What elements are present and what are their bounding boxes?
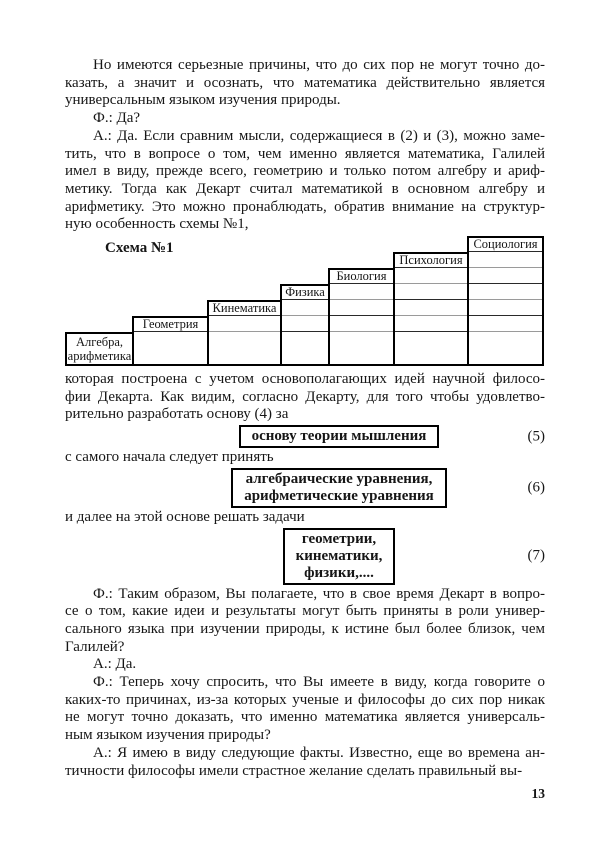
paragraph [65,745,545,780]
diagram-cell-label: Биология [330,270,393,284]
text-line: метику. Тогда как Декарт считал математикой в основном алгебру и [65,180,545,197]
text-line: А.: Да. [93,656,137,673]
paragraph [65,128,545,234]
text-line: Ф.: Да? [93,110,141,127]
diagram-cell-label: Психология [395,254,467,268]
diagram-empty-cell [469,300,542,316]
paragraph [65,656,545,674]
text-line: се о том, какие идеи и результаты могут быть приняты в роли универ- [65,603,545,620]
formula-row [65,468,545,508]
diagram-empty-cell [330,300,393,316]
diagram-column-physics [280,284,328,364]
formula-number: (5) [527,428,545,445]
diagram-empty-cell [282,300,328,316]
diagram-column-biology [328,268,393,364]
text-line: ную особенность схемы №1, [65,216,249,233]
formula-box [231,468,447,508]
text-line: Галилей? [65,638,125,655]
text-line: арифметику. Это можно пронаблюдать, обратив внимание на структур- [65,198,545,215]
text-line: А.: Я имею в виду следующие факты. Известно, еще во времена ан- [93,744,545,761]
text-line: и далее на этой основе решать задачи [65,508,305,525]
page-content [65,57,545,780]
text-line: тичности философы имели страстное желание сделать правильный вы- [65,762,523,779]
diagram-empty-cell [209,316,280,332]
diagram-cell-label [67,334,132,364]
diagram-empty-cell [469,332,542,364]
formula-text-line: кинематики, [295,547,383,564]
diagram-column-sociology [467,236,544,364]
page-number: 13 [531,786,545,801]
text-line: имел в виду, прежде всего, геометрию и только потом алгебру и ариф- [65,163,545,180]
diagram-empty-cell [395,300,467,316]
text-line: Ф.: Таким образом, Вы полагаете, что в свое время Декарт в вопро- [93,585,545,602]
formula-number: (7) [527,547,545,564]
text-line: тить, что в вопросе о том, чем именно является математика, Галилей [65,145,545,162]
text-line: с самого начала следует принять [65,449,274,466]
paragraph [65,449,545,467]
formula-row [65,528,545,585]
text-line: которая построена с учетом основополагающих идей научной филосо- [65,371,545,388]
formula-text-line: физики,.... [304,564,374,581]
diagram-cell-label: Геометрия [134,318,207,332]
text-line: сального языка при изучении природы, к истине был более близок, чем [65,620,545,637]
paragraph [65,509,545,527]
paragraph [65,110,545,128]
text-line: каких-то причинах, из-за которых ученые и философы до сих пор никак [65,691,545,708]
diagram-empty-cell [395,284,467,300]
diagram-empty-cell [469,284,542,300]
text-line: казать, а значит и осознать, что математика действительно является [65,74,545,91]
formula-text-line: основу теории мышления [251,428,427,445]
formula-text-line: алгебраические уравнения, [245,470,433,487]
text-line: Но имеются серьезные причины, что до сих пор не могут точно до- [93,57,545,73]
diagram-empty-cell [282,332,328,364]
paragraph [65,586,545,657]
formula-box [239,425,440,448]
diagram-empty-cell [469,316,542,332]
diagram-empty-cell [330,284,393,300]
diagram-column-kinematics [207,300,280,364]
paragraph [65,371,545,424]
diagram-empty-cell [282,316,328,332]
text-line: универсальным языком изучения природы. [65,92,341,109]
diagram-column-psychology [393,252,467,364]
diagram-empty-cell [330,332,393,364]
diagram-label-line: арифметика [67,349,132,364]
diagram-cell-label: Кинематика [209,302,280,316]
diagram-cell-label: Социология [469,238,542,252]
diagram-schema-1 [65,236,544,366]
text-line: фии Декарта. Как видим, согласно Декарту, для того чтобы удовлетво- [65,388,545,405]
diagram-empty-cell [134,332,207,364]
paragraph [65,57,545,110]
text-line: ным языком изучения природы? [65,727,271,744]
diagram-column-geometry [132,316,207,364]
diagram-empty-cell [209,332,280,364]
diagram-cell-label: Физика [282,286,328,300]
diagram-empty-cell [469,268,542,284]
formula-box [283,528,396,585]
diagram-empty-cell [330,316,393,332]
formula-number: (6) [527,479,545,496]
diagram-empty-cell [395,332,467,364]
diagram-empty-cell [395,316,467,332]
text-line: не могут точно доказать, что именно математика является универсаль- [65,709,545,726]
formula-text-line: арифметические уравнения [244,487,434,504]
text-line: Ф.: Теперь хочу спросить, что Вы имеете в виду, когда говорите о [93,674,545,691]
formula-row [65,425,545,448]
text-line: А.: Да. Если сравним мысли, содержащиеся в (2) и (3), можно заме- [93,127,545,144]
text-line: рительно разработать основу (4) за [65,406,289,423]
formula-text-line: геометрии, [301,530,377,547]
diagram-empty-cell [395,268,467,284]
diagram-column-algebra-arithmetic [65,332,132,364]
paragraph [65,674,545,745]
diagram-title: Схема №1 [105,240,174,257]
diagram-label-line: Алгебра, [75,335,124,350]
diagram-empty-cell [469,252,542,268]
